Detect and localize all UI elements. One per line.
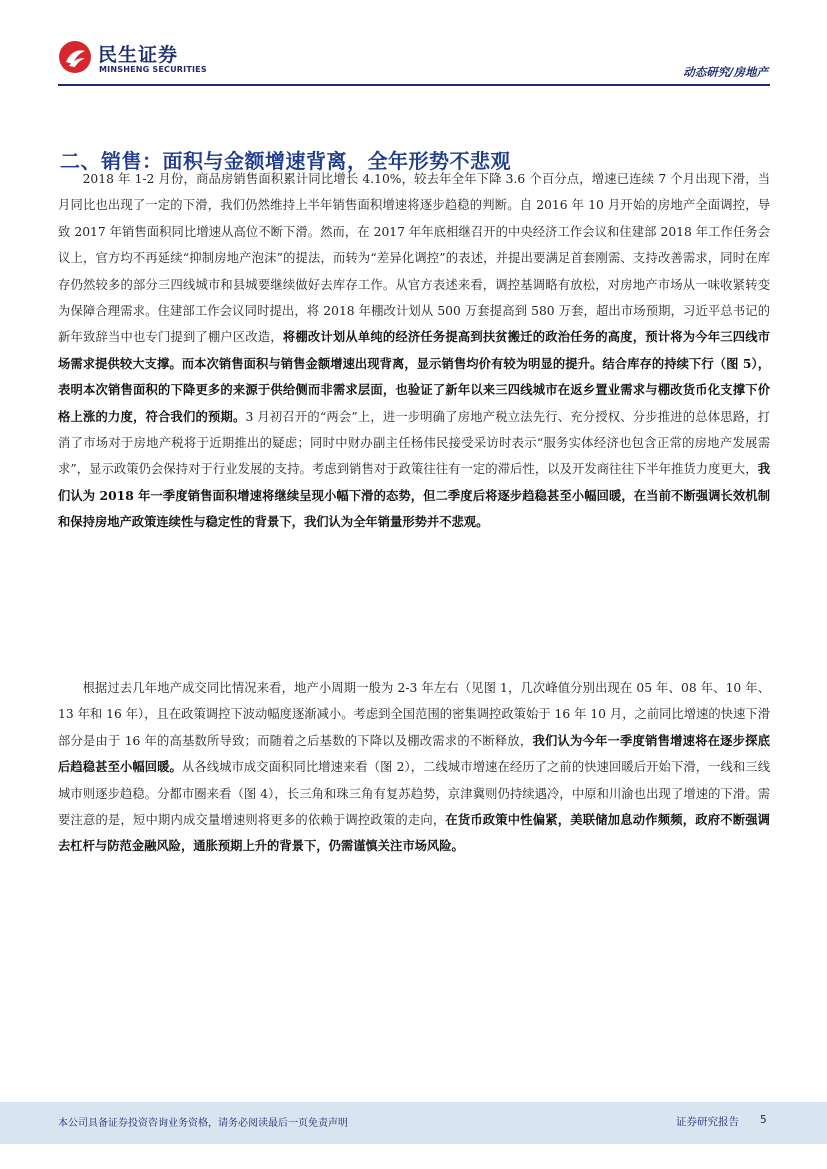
text-run: 根据过去几年地产成交同比情况来看，地产小周期一般为 2-3 年左右（见图 1，几次峰值分别出现在 05 年、08 年、10 年、13 年和 16 年），且在政策调控下波动幅度逐渐减小。考虑到全国范围的密集调控政策始于 16 年 10 月，之前同比增速的快速下滑部分是由于 16 年的高基数所导致；而随着之后基数的下降以及棚改需求的不断释放，: [58, 681, 770, 748]
footer-disclaimer: 本公司具备证券投资咨询业务资格，请务必阅读最后一页免责声明: [58, 1118, 348, 1129]
text-run: 3 月初召开的“两会”上，进一步明确了房地产税立法先行、充分授权、分步推进的总体思路，打消了市场对于房地产税将于近期推出的疑虑；同时中财办副主任杨伟民接受采访时表示“服务实体经济也包含正常的房地产发展需求”，显示政策仍会保持对于行业发展的支持。考虑到销售对于政策往往有一定的滞后性，以及开发商往往下半年推货力度更大，: [58, 409, 770, 477]
body-paragraph-1: [58, 166, 770, 536]
text-run: 从各线城市成交面积同比增速来看（图 2），二线城市增速在经历了之前的快速回暖后开始下滑，一线和三线城市则逐步趋稳。分都市圈来看（图 4），长三角和珠三角有复苏趋势，京津冀则仍持续遇冷，中原和川渝也出现了增速的下滑。需要注意的是，短中期内成交量增速则将更多的依赖于调控政策的走向，: [58, 760, 770, 828]
page-number: 5: [760, 1114, 767, 1126]
bold-text-run: 在货币政策中性偏紧，美联储加息动作频频，政府不断强调去杠杆与防范金融风险，通胀预期上升的背景下，仍需谨慎关注市场风险。: [58, 812, 770, 854]
body-paragraph-2: [58, 675, 770, 860]
page-header: [58, 38, 770, 84]
logo-text-cn: 民生证券: [98, 44, 179, 66]
bold-text-run: 我们认为今年一季度销售增速将在逐步探底后趋稳甚至小幅回暖。: [58, 732, 770, 775]
bold-text-run: 将棚改计划从单纯的经济任务提高到扶贫搬迁的政治任务的高度，预计将为今年三四线市场需求提供较大支撑。而本次销售面积与销售金额增速出现背离，显示销售均价有较为明显的提升。结合库存的持续下行（图 5），表明本次销售面积的下降更多的来源于供给侧而非需求层面，也验证了新年以来三四线城市在返乡置业需求与棚改货币化支撑下价格上涨的力度，符合我们的预期。: [58, 329, 770, 424]
logo-text-en: MINSHENG SECURITIES: [99, 65, 207, 74]
minsheng-logo-icon: [58, 40, 92, 74]
bold-text-run: 我们认为 2018 年一季度销售面积增速将继续呈现小幅下滑的态势，但二季度后将逐步趋稳甚至小幅回暖，在当前不断强调长效机制和保持房地产政策连续性与稳定性的背景下，我们认为全年销量形势并不悲观。: [58, 461, 770, 530]
footer-report-type: 证券研究报告: [676, 1116, 739, 1128]
header-divider: [58, 84, 770, 86]
text-run: 2018 年 1-2 月份，商品房销售面积累计同比增长 4.10%，较去年全年下降 3.6 个百分点，增速已连续 7 个月出现下滑，当月同比也出现了一定的下滑，我们仍然维持上半年销售面积增速将逐步趋稳的判断。自 2016 年 10 月开始的房地产全面调控，导致 2017 年销售面积同比增速从高位不断下滑。然而，在 2017 年年底相继召开的中央经济工作会议和住建部 2018 年工作任务会议上，官方均不再延续“抑制房地产泡沫”的提法，而转为“差异化调控”的表述，并提出要满足首套刚需、支持改善需求，同时在库存仍然较多的部分三四线城市和县城要继续做好去库存工作。从官方表述来看，调控基调略有放松，对房地产市场从一味收紧转变为保障合理需求。住建部工作会议同时提出，将 2018 年棚改计划从 500 万套提高到 580 万套，超出市场预期，习近平总书记的新年致辞当中也专门提到了棚户区改造，: [58, 172, 770, 345]
section-heading: 二、销售：面积与金额增速背离，全年形势不悲观: [60, 148, 511, 173]
company-logo: [58, 38, 218, 78]
report-section-tag: 动态研究/房地产: [683, 65, 768, 79]
